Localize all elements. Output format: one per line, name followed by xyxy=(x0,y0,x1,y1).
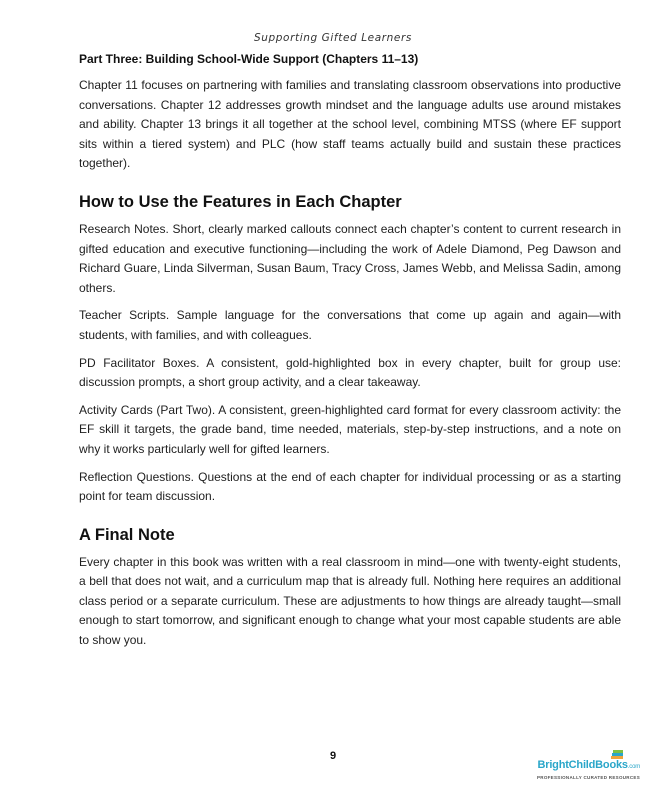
page-content xyxy=(79,52,621,651)
running-header: Supporting Gifted Learners xyxy=(254,32,412,44)
features-heading: How to Use the Features in Each Chapter xyxy=(79,192,402,211)
feature-paragraph-pd-facilitator: PD Facilitator Boxes. A consistent, gold-highlighted box in every chapter, built for group use: discussion prompts, a short group activity, and a clear takeaway. xyxy=(79,355,621,390)
feature-paragraph-reflection-questions: Reflection Questions. Questions at the end of each chapter for individual processing or as a starting point for team discussion. xyxy=(79,469,621,504)
brand-name: BrightChildBooks.com xyxy=(537,759,640,771)
brand-domain: .com xyxy=(627,764,640,770)
feature-paragraph-activity-cards: Activity Cards (Part Two). A consistent, green-highlighted card format for every classroom activity: the EF skill it targets, the grade band, time needed, materials, step-by-step instructions, and a note on why it works particularly well for gifted learners. xyxy=(79,402,621,456)
part-three-heading: Part Three: Building School-Wide Support (Chapters 11–13) xyxy=(79,52,419,66)
brand-tagline: PROFESSIONALLY CURATED RESOURCES xyxy=(536,775,640,780)
part-three-paragraph: Chapter 11 focuses on partnering with families and translating classroom observations into productive conversations. Chapter 12 addresses growth mindset and the language adults use around mistakes and ability. Chapter 13 brings it all together at the school level, combining MTSS (where EF support sits within a tiered system) and PLC (how staff teams actually build and sustain these practices together). xyxy=(79,78,621,171)
feature-paragraph-teacher-scripts: Teacher Scripts. Sample language for the conversations that come up again and again—with students, with families, and with colleagues. xyxy=(79,308,621,342)
final-note-heading: A Final Note xyxy=(79,525,175,544)
publisher-logo xyxy=(520,754,640,780)
page-number: 9 xyxy=(329,750,337,762)
feature-paragraph-research-notes: Research Notes. Short, clearly marked callouts connect each chapter’s content to current research in gifted education and executive functioning—including the work of Adele Diamond, Peg Dawson and Richard Guare, Linda Silverman, Susan Baum, Tracy Cross, James Webb, and Melissa Sadin, among others. xyxy=(79,221,621,295)
final-note-paragraph: Every chapter in this book was written with a real classroom in mind—one with twenty-eight students, a bell that does not wait, and a curriculum map that is already full. Nothing here requires an additional class period or a separate curriculum. These are adjustments to how things are already taught—small enough to start tomorrow, and significant enough to change what your most capable students are able to show you. xyxy=(79,554,621,648)
